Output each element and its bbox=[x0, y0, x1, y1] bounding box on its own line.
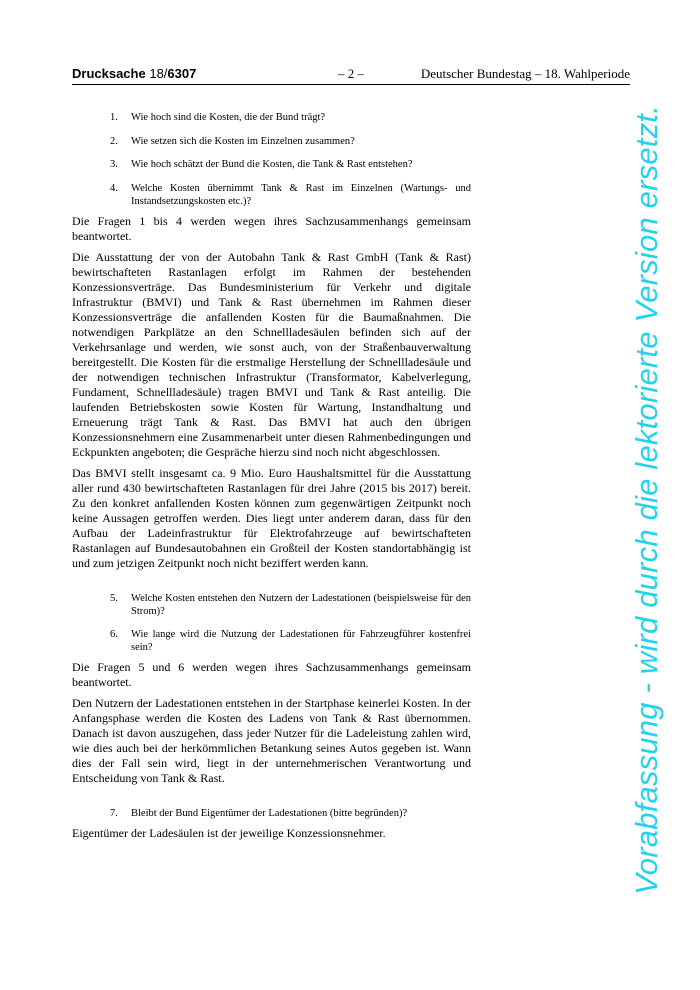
page-header bbox=[72, 66, 630, 85]
answer-paragraph: Die Fragen 1 bis 4 werden wegen ihres Sachzusammenhangs gemeinsam beantwortet. bbox=[72, 213, 471, 243]
section-gap bbox=[72, 577, 471, 592]
question-item bbox=[72, 807, 471, 820]
watermark-text: Vorabfassung - wird durch die lektorierte Version ersetzt. bbox=[629, 105, 664, 895]
question-text: Welche Kosten übernimmt Tank & Rast im Einzelnen (Wartungs- und Instandsetzungskosten etc.)? bbox=[131, 182, 471, 207]
question-number: 6. bbox=[110, 629, 118, 640]
question-item bbox=[72, 182, 471, 208]
question-item bbox=[72, 158, 471, 171]
question-item bbox=[72, 111, 471, 124]
question-item bbox=[72, 135, 471, 148]
question-text: Wie hoch sind die Kosten, die der Bund trägt? bbox=[131, 112, 326, 123]
question-number: 4. bbox=[110, 182, 118, 194]
doc-prefix: 18/ bbox=[149, 66, 168, 81]
doc-label: Drucksache bbox=[72, 66, 146, 81]
question-list-2 bbox=[72, 592, 471, 655]
question-text: Wie hoch schätzt der Bund die Kosten, die Tank & Rast entstehen? bbox=[131, 159, 413, 170]
institution-name: Deutscher Bundestag – 18. Wahlperiode bbox=[420, 66, 630, 81]
question-list-3 bbox=[72, 807, 471, 820]
question-text: Bleibt der Bund Eigentümer der Ladestationen (bitte begründen)? bbox=[131, 808, 408, 819]
answer-paragraph: Den Nutzern der Ladestationen entstehen in der Startphase keinerlei Kosten. In der Anfangsphase werden die Kosten des Ladens von Tank & Rast übernommen. Danach ist davon auszugehen, dass jeder Nutzer für die Ladeleistung zahlen wird, wie dies auch bei der herkömmlichen Betankung seines Autos gegeben ist. Wann dies der Fall sein wird, liegt in der unternehmerischen Verantwortung und Entscheidung von Tank & Rast. bbox=[72, 696, 471, 785]
question-text: Welche Kosten entstehen den Nutzern der Ladestationen (beispielsweise für den Strom)? bbox=[131, 592, 471, 617]
answer-paragraph: Die Fragen 5 und 6 werden wegen ihres Sachzusammenhangs gemeinsam beantwortet. bbox=[72, 660, 471, 689]
question-text: Wie setzen sich die Kosten im Einzelnen zusammen? bbox=[131, 135, 355, 147]
answer-paragraph: Das BMVI stellt insgesamt ca. 9 Mio. Euro Haushaltsmittel für die Ausstattung aller rund 430 bewirtschafteten Rastanlagen für drei Jahre (2015 bis 2017) bereit. Zu den konkret anfallenden Kosten können zum gegenwärtigen Zeitpunkt noch keine Aussagen getroffen werden. Dies liegt unter anderem daran, dass für den Aufbau der Ladeinfrastruktur für Elektrofahrzeuge auf bewirtschafteten Rastanlagen auf Bundesautobahnen ein Großteil der Kosten standortabhängig ist und zum jetzigen Zeitpunkt noch nicht beziffert werden kann. bbox=[72, 465, 471, 570]
question-item bbox=[72, 592, 471, 618]
question-number: 7. bbox=[110, 808, 118, 819]
question-text: Wie lange wird die Nutzung der Ladestationen für Fahrzeugführer kostenfrei sein? bbox=[131, 629, 471, 653]
document-body bbox=[72, 111, 471, 847]
answer-paragraph: Die Ausstattung der von der Autobahn Tank & Rast GmbH (Tank & Rast) bewirtschafteten Rastanlagen erfolgt im Rahmen der bestehenden Konzessionsverträge. Das Bundesministerium für Verkehr und digitale Infrastruktur (BMVI) und Tank & Rast übernehmen im Rahmen dieser Konzessionsverträge die anfallenden Kosten für die Baumaßnahmen. Die notwendigen Parkplätze an den Schnellladesäulen befinden sich auf der Verkehrsanlage und werden, wie sonst auch, von der Straßenbauverwaltung bereitgestellt. Die Kosten für die erstmalige Herstellung der Schnellladesäule und der notwendigen technischen Infrastruktur (Transformator, Kabelverlegung, Fundament, Schnellladesäule) tragen BMVI und Tank & Rast anteilig. Die laufenden Betriebskosten sowie Kosten für Wartung, Instandhaltung und Erneuerung trägt Tank & Rast. Das BMVI hat auch den übrigen Konzessionsnehmern eine Zusammenarbeit unter diesen Rahmenbedingungen und Eckpunkten angeboten; die Gespräche hierzu sind noch nicht abgeschlossen. bbox=[72, 249, 471, 459]
section-gap bbox=[72, 792, 471, 807]
question-number: 1. bbox=[110, 112, 118, 123]
doc-number: 6307 bbox=[167, 66, 197, 81]
question-number: 3. bbox=[110, 159, 118, 170]
question-number: 5. bbox=[110, 592, 118, 604]
question-list-1 bbox=[72, 111, 471, 208]
draft-watermark bbox=[613, 100, 681, 900]
question-number: 2. bbox=[110, 135, 118, 147]
page-number: – 2 – bbox=[338, 66, 364, 81]
answer-paragraph: Eigentümer der Ladesäulen ist der jeweilige Konzessionsnehmer. bbox=[72, 826, 386, 840]
question-item bbox=[72, 628, 471, 654]
